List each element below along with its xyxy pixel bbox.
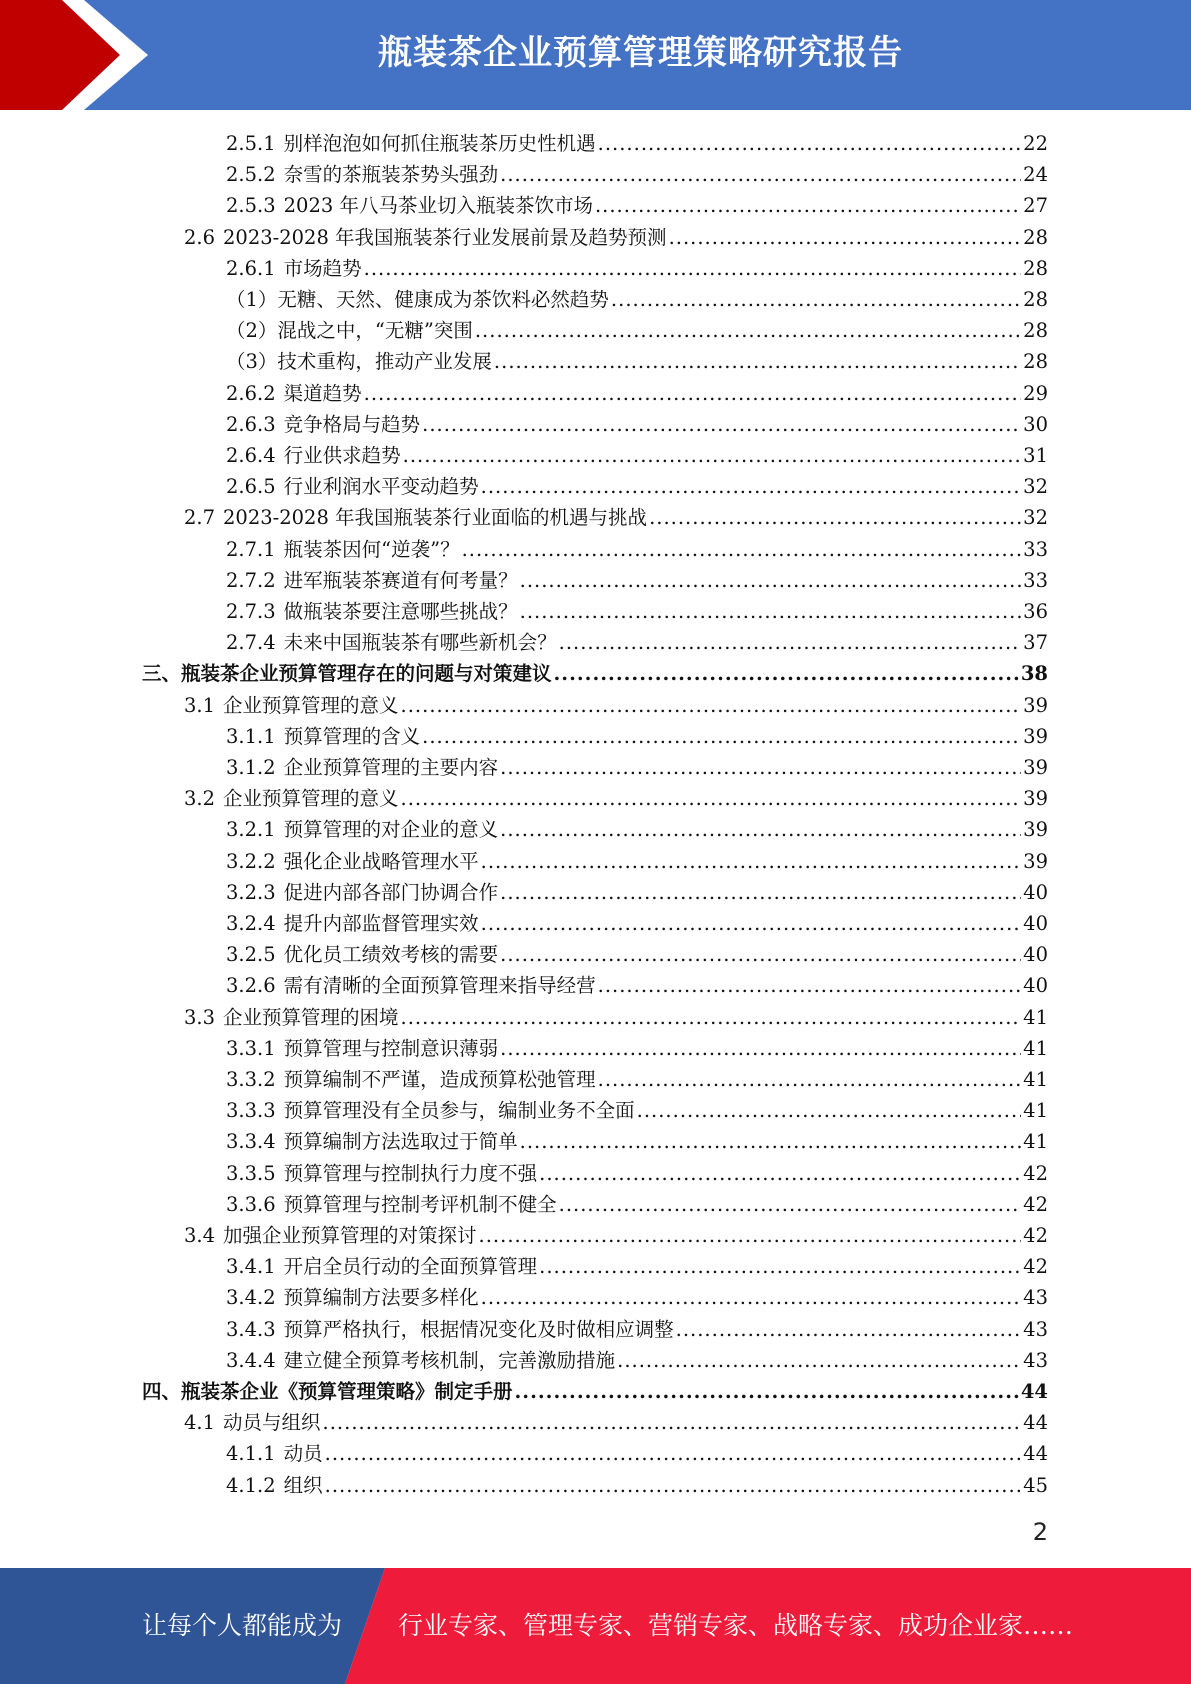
toc-dot-leader — [500, 814, 1021, 845]
toc-entry-number: 2.6.5 — [226, 475, 276, 499]
toc-entry-title: （3）技术重构，推动产业发展 — [226, 350, 492, 374]
toc-dot-leader — [611, 284, 1021, 315]
toc-entry-number: 3.4.1 — [226, 1255, 276, 1279]
toc-entry-page: 44 — [1020, 1380, 1048, 1403]
toc-entry-title: 动员与组织 — [223, 1411, 321, 1435]
toc-dot-leader — [401, 690, 1022, 721]
toc-entry[interactable] — [226, 1158, 1048, 1189]
toc-dot-leader — [475, 315, 1021, 346]
toc-entry-page: 43 — [1023, 1286, 1048, 1310]
toc-entry-number: 3.2.6 — [226, 974, 276, 998]
toc-entry-number: 3.2.1 — [226, 818, 276, 842]
toc-entry[interactable] — [226, 471, 1048, 502]
toc-entry[interactable] — [226, 721, 1048, 752]
toc-entry-number: 2.5.1 — [226, 132, 276, 155]
toc-entry[interactable] — [226, 315, 1048, 346]
toc-entry-title: 预算编制不严谨，造成预算松弛管理 — [283, 1068, 596, 1091]
toc-dot-leader — [481, 908, 1022, 939]
toc-dot-leader — [520, 1126, 1022, 1157]
toc-entry-title: （2）混战之中，“无糖”突围 — [226, 319, 473, 343]
toc-entry-title: 预算管理与控制执行力度不强 — [283, 1161, 538, 1185]
toc-entry-number: 3.3.3 — [226, 1099, 276, 1123]
toc-entry[interactable] — [226, 409, 1048, 440]
toc-dot-leader — [422, 409, 1021, 440]
toc-entry-title: 开启全员行动的全面预算管理 — [283, 1255, 538, 1279]
toc-dot-leader — [481, 471, 1022, 502]
toc-entry[interactable] — [226, 1314, 1048, 1345]
toc-entry-title: 需有清晰的全面预算管理来指导经营 — [283, 974, 596, 998]
toc-dot-leader — [500, 159, 1021, 190]
page-footer — [0, 1568, 1191, 1684]
toc-entry-title: 做瓶装茶要注意哪些挑战？ — [283, 600, 518, 623]
toc-entry[interactable] — [226, 1033, 1048, 1064]
toc-entry-number: 3.2.5 — [226, 943, 276, 967]
toc-entry-page: 39 — [1023, 849, 1048, 873]
toc-entry-page: 28 — [1023, 288, 1048, 311]
toc-entry[interactable] — [226, 752, 1048, 783]
toc-entry-page: 42 — [1023, 1224, 1048, 1247]
toc-entry-page: 32 — [1023, 475, 1048, 499]
toc-dot-leader — [539, 1251, 1021, 1282]
toc-entry-page: 24 — [1023, 163, 1048, 187]
toc-dot-leader — [554, 658, 1019, 689]
toc-entry[interactable] — [226, 1126, 1048, 1157]
toc-entry[interactable] — [226, 1282, 1048, 1313]
toc-dot-leader — [595, 190, 1021, 221]
toc-entry-title: 强化企业战略管理水平 — [283, 849, 479, 873]
toc-entry[interactable] — [226, 970, 1048, 1001]
toc-entry-title: 促进内部各部门协调合作 — [283, 880, 499, 904]
toc-entry-title: 预算编制方法要多样化 — [283, 1286, 479, 1310]
toc-entry-page: 42 — [1023, 1161, 1048, 1185]
toc-entry-number: 3.2.2 — [226, 849, 276, 873]
toc-entry-title: 未来中国瓶装茶有哪些新机会？ — [283, 631, 557, 655]
toc-entry-page: 41 — [1023, 1036, 1048, 1060]
toc-dot-leader — [481, 1282, 1022, 1313]
toc-entry-page: 28 — [1023, 256, 1048, 280]
toc-entry-title: 预算严格执行，根据情况变化及时做相应调整 — [283, 1317, 674, 1341]
toc-dot-leader — [401, 783, 1022, 814]
toc-entry[interactable] — [226, 814, 1048, 845]
toc-entry-number: 2.6.4 — [226, 444, 276, 467]
toc-entry-title: 预算管理与控制考评机制不健全 — [283, 1192, 557, 1216]
footer-slogan-right: 行业专家、管理专家、营销专家、战略专家、成功企业家…… — [398, 1611, 1074, 1640]
toc-entry-number: 2.6.3 — [226, 412, 276, 436]
toc-entry-title: 建立健全预算考核机制，完善激励措施 — [283, 1348, 616, 1372]
toc-entry-page: 39 — [1023, 724, 1048, 748]
toc-entry-page: 41 — [1023, 1130, 1048, 1154]
toc-entry-page: 33 — [1023, 568, 1048, 592]
toc-entry-title: 提升内部监督管理实效 — [283, 912, 479, 935]
toc-entry-number: 2.6 — [184, 225, 216, 249]
toc-entry[interactable] — [226, 1438, 1048, 1469]
toc-dot-leader — [598, 970, 1022, 1001]
toc-entry-title: 组织 — [283, 1473, 323, 1497]
toc-entry-number: 2.6.1 — [226, 256, 276, 280]
toc-dot-leader — [422, 721, 1021, 752]
toc-entry-number: 2.7.4 — [226, 631, 276, 655]
toc-dot-leader — [494, 346, 1021, 377]
page-header — [0, 0, 1191, 110]
toc-entry-title: 预算管理与控制意识薄弱 — [283, 1036, 499, 1060]
toc-entry[interactable] — [226, 908, 1048, 939]
toc-entry[interactable] — [226, 1345, 1048, 1376]
toc-entry-title: 预算管理没有全员参与，编制业务不全面 — [283, 1099, 635, 1123]
toc-entry-page: 41 — [1023, 1099, 1048, 1123]
toc-entry-page: 32 — [1023, 506, 1048, 530]
toc-entry-number: 4.1.2 — [226, 1473, 276, 1497]
toc-entry[interactable] — [226, 440, 1048, 471]
toc-entry-title: 2023 年八马茶业切入瓶装茶饮市场 — [283, 194, 593, 218]
toc-entry[interactable] — [226, 346, 1048, 377]
toc-entry[interactable] — [226, 284, 1048, 315]
toc-entry-title: 预算管理的对企业的意义 — [283, 818, 499, 842]
toc-entry[interactable] — [226, 846, 1048, 877]
toc-entry[interactable] — [226, 627, 1048, 658]
toc-dot-leader — [401, 1002, 1022, 1033]
toc-entry-number: 2.5.2 — [226, 163, 276, 187]
toc-entry-number: 3.2.4 — [226, 912, 276, 935]
toc-entry[interactable] — [226, 1470, 1048, 1501]
toc-dot-leader — [637, 1095, 1022, 1126]
toc-entry[interactable] — [226, 159, 1048, 190]
toc-entry-number: 3.3 — [184, 1005, 216, 1029]
toc-entry-page: 28 — [1023, 225, 1048, 249]
toc-entry-title: 预算管理的含义 — [283, 724, 421, 748]
toc-entry-page: 28 — [1023, 350, 1048, 374]
toc-dot-leader — [559, 627, 1022, 658]
toc-dot-leader — [539, 1158, 1021, 1189]
toc-entry-title: 行业供求趋势 — [283, 444, 401, 467]
toc-entry[interactable] — [184, 783, 1048, 814]
toc-entry-number: 2.7 — [184, 506, 216, 530]
toc-entry-number: 3.1 — [184, 693, 216, 717]
toc-entry-number: 3.4.4 — [226, 1348, 276, 1372]
toc-entry-number: 4.1.1 — [226, 1442, 276, 1466]
toc-dot-leader — [598, 128, 1022, 159]
toc-dot-leader — [479, 1220, 1022, 1251]
toc-entry-page: 40 — [1023, 943, 1048, 967]
toc-entry[interactable] — [184, 1220, 1048, 1251]
toc-entry-title: 进军瓶装茶赛道有何考量？ — [283, 568, 518, 592]
toc-entry-number: 3.3.4 — [226, 1130, 276, 1154]
toc-entry[interactable] — [226, 1095, 1048, 1126]
toc-entry[interactable] — [226, 1064, 1048, 1095]
toc-entry-title: 市场趋势 — [283, 256, 362, 280]
toc-dot-leader — [325, 1438, 1022, 1469]
toc-entry-page: 41 — [1023, 1005, 1048, 1029]
toc-entry-page: 36 — [1023, 600, 1048, 623]
toc-dot-leader — [669, 222, 1022, 253]
toc-entry-number: 2.7.2 — [226, 568, 276, 592]
toc-dot-leader — [500, 1033, 1021, 1064]
toc-entry-page: 29 — [1023, 381, 1048, 405]
toc-entry-page: 43 — [1023, 1317, 1048, 1341]
toc-entry-title: 动员 — [283, 1442, 323, 1466]
toc-entry-page: 28 — [1023, 319, 1048, 343]
toc-dot-leader — [649, 502, 1021, 533]
toc-entry[interactable] — [226, 565, 1048, 596]
toc-entry-title: 预算编制方法选取过于简单 — [283, 1130, 518, 1154]
toc-entry-page: 33 — [1023, 537, 1048, 561]
toc-entry[interactable] — [226, 1251, 1048, 1282]
toc-dot-leader — [403, 440, 1022, 471]
toc-dot-leader — [500, 939, 1021, 970]
toc-entry-title: 优化员工绩效考核的需要 — [283, 943, 499, 967]
toc-entry-number: 3.3.2 — [226, 1068, 276, 1091]
toc-entry-page: 42 — [1023, 1255, 1048, 1279]
toc-entry[interactable] — [184, 1407, 1048, 1438]
toc-entry-page: 43 — [1023, 1348, 1048, 1372]
toc-entry-page: 39 — [1023, 693, 1048, 717]
toc-entry-page: 42 — [1023, 1192, 1048, 1216]
toc-entry[interactable] — [184, 222, 1048, 253]
toc-entry-title: （1）无糖、天然、健康成为茶饮料必然趋势 — [226, 288, 609, 311]
toc-entry-title: 企业预算管理的意义 — [223, 787, 399, 811]
toc-dot-leader — [500, 877, 1021, 908]
toc-entry-page: 39 — [1023, 818, 1048, 842]
toc-dot-leader — [325, 1470, 1022, 1501]
toc-dot-leader — [515, 1376, 1019, 1407]
toc-dot-leader — [481, 846, 1022, 877]
toc-entry[interactable] — [226, 128, 1048, 159]
toc-entry[interactable] — [142, 658, 1048, 689]
toc-entry[interactable] — [226, 378, 1048, 409]
toc-entry-page: 31 — [1023, 444, 1048, 467]
toc-entry-title: 2023-2028 年我国瓶装茶行业面临的机遇与挑战 — [223, 506, 648, 530]
toc-entry-title: 企业预算管理的主要内容 — [283, 756, 499, 779]
toc-entry-page: 41 — [1023, 1068, 1048, 1091]
toc-entry-title: 三、瓶装茶企业预算管理存在的问题与对策建议 — [142, 662, 552, 686]
toc-entry-page: 38 — [1020, 662, 1048, 686]
toc-dot-leader — [500, 752, 1021, 783]
toc-entry-number: 2.5.3 — [226, 194, 276, 218]
footer-slogan-left: 让每个人都能成为 — [142, 1611, 343, 1640]
toc-entry-title: 企业预算管理的意义 — [223, 693, 399, 717]
toc-entry[interactable] — [226, 253, 1048, 284]
toc-entry-page: 39 — [1023, 787, 1048, 811]
toc-dot-leader — [364, 253, 1022, 284]
toc-entry[interactable] — [226, 877, 1048, 908]
toc-entry-title: 奈雪的茶瓶装茶势头强劲 — [283, 163, 499, 187]
toc-dot-leader — [617, 1345, 1021, 1376]
toc-entry-number: 3.1.1 — [226, 724, 276, 748]
toc-dot-leader — [559, 1189, 1022, 1220]
toc-dot-leader — [520, 596, 1022, 627]
toc-entry-title: 企业预算管理的困境 — [223, 1005, 399, 1029]
toc-entry-number: 3.1.2 — [226, 756, 276, 779]
toc-entry-number: 3.3.6 — [226, 1192, 276, 1216]
toc-entry-page: 22 — [1023, 132, 1048, 155]
toc-entry-number: 3.3.5 — [226, 1161, 276, 1185]
toc-dot-leader — [364, 378, 1022, 409]
toc-dot-leader — [323, 1407, 1022, 1438]
toc-entry-number: 3.3.1 — [226, 1036, 276, 1060]
toc-entry-title: 渠道趋势 — [283, 381, 362, 405]
toc-entry[interactable] — [226, 190, 1048, 221]
toc-entry[interactable] — [184, 502, 1048, 533]
toc-entry[interactable] — [226, 1189, 1048, 1220]
toc-dot-leader — [676, 1314, 1022, 1345]
toc-entry-page: 27 — [1023, 194, 1048, 218]
toc-entry[interactable] — [142, 1376, 1048, 1407]
toc-entry-number: 3.4.3 — [226, 1317, 276, 1341]
toc-entry-title: 2023-2028 年我国瓶装茶行业发展前景及趋势预测 — [223, 225, 667, 249]
toc-entry[interactable] — [226, 596, 1048, 627]
toc-entry[interactable] — [226, 939, 1048, 970]
toc-entry-number: 2.7.3 — [226, 600, 276, 623]
toc-entry-title: 行业利润水平变动趋势 — [283, 475, 479, 499]
toc-entry-page: 40 — [1023, 880, 1048, 904]
toc-entry-number: 3.4.2 — [226, 1286, 276, 1310]
toc-entry-number: 4.1 — [184, 1411, 216, 1435]
toc-entry-number: 3.2.3 — [226, 880, 276, 904]
toc-entry-number: 2.6.2 — [226, 381, 276, 405]
toc-entry-page: 40 — [1023, 974, 1048, 998]
toc-dot-leader — [598, 1064, 1022, 1095]
toc-entry-page: 30 — [1023, 412, 1048, 436]
toc-dot-leader — [520, 565, 1022, 596]
page-number: 2 — [1032, 1518, 1048, 1546]
toc-entry[interactable] — [184, 690, 1048, 721]
toc-entry-page: 45 — [1023, 1473, 1048, 1497]
toc-entry-page: 44 — [1023, 1442, 1048, 1466]
toc-entry-page: 40 — [1023, 912, 1048, 935]
toc-entry-page: 44 — [1023, 1411, 1048, 1435]
toc-entry-page: 37 — [1023, 631, 1048, 655]
toc-entry-title: 加强企业预算管理的对策探讨 — [223, 1224, 477, 1247]
toc-entry-number: 3.4 — [184, 1224, 216, 1247]
toc-entry-title: 别样泡泡如何抓住瓶装茶历史性机遇 — [283, 132, 596, 155]
toc-entry-title: 四、瓶装茶企业《预算管理策略》制定手册 — [142, 1380, 513, 1403]
toc-entry[interactable] — [226, 534, 1048, 565]
toc-entry-number: 3.2 — [184, 787, 216, 811]
toc-entry-title: 瓶装茶因何“逆袭”？ — [283, 537, 460, 561]
toc-dot-leader — [462, 534, 1022, 565]
toc-entry-number: 2.7.1 — [226, 537, 276, 561]
toc-entry-title: 竞争格局与趋势 — [283, 412, 421, 436]
report-title: 瓶装茶企业预算管理策略研究报告 — [378, 33, 903, 73]
toc-entry-page: 39 — [1023, 756, 1048, 779]
toc-entry[interactable] — [184, 1002, 1048, 1033]
